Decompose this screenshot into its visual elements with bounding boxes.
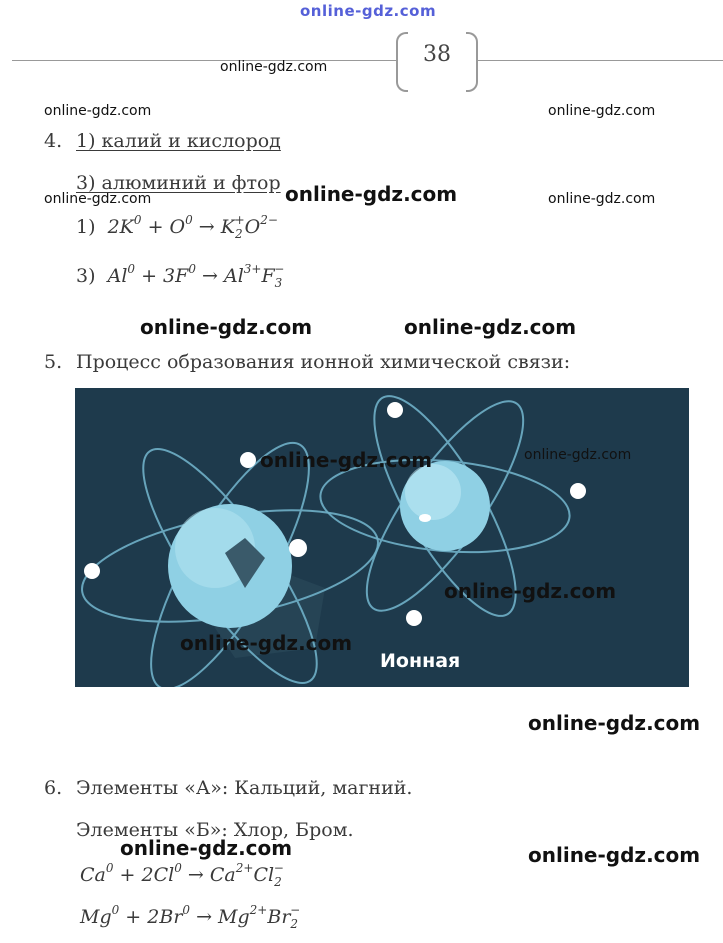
eq1-label: 1) xyxy=(76,216,96,238)
equation-ca: $Ca^0 + 2Cl^0 \to Ca^{2+}Cl_2^-$ xyxy=(80,861,284,889)
watermark: online-gdz.com xyxy=(285,182,458,206)
watermark: online-gdz.com xyxy=(524,447,632,463)
equation-3: 3) $Al^0 + 3F^0 \to Al^{3+}F_3^-$ xyxy=(76,262,285,290)
illustration-caption: Ионная xyxy=(380,650,461,672)
task4-item1: 1) калий и кислород xyxy=(76,130,281,152)
task6-line-a: Элементы «А»: Кальций, магний. xyxy=(76,777,413,799)
watermark: online-gdz.com xyxy=(120,836,293,860)
equation-1: 1) $2K^0 + O^0 \to K_2^+O^{2-}$ xyxy=(76,213,278,241)
eq3-label: 3) xyxy=(76,265,96,287)
watermark: online-gdz.com xyxy=(260,448,433,472)
watermark: online-gdz.com xyxy=(548,103,656,119)
header-rule-right xyxy=(478,60,723,61)
watermark: online-gdz.com xyxy=(44,191,152,207)
site-watermark-top: online-gdz.com xyxy=(300,2,437,20)
watermark: online-gdz.com xyxy=(528,711,701,735)
equation-mg: $Mg^0 + 2Br^0 \to Mg^{2+}Br_2^-$ xyxy=(80,903,301,931)
watermark: online-gdz.com xyxy=(528,843,701,867)
page-number: 38 xyxy=(423,42,451,67)
watermark: online-gdz.com xyxy=(220,59,328,75)
ionic-bond-illustration xyxy=(75,388,689,687)
task4-number: 4. xyxy=(44,130,63,152)
task5-number: 5. xyxy=(44,351,63,373)
task4-item3: 3) алюминий и фтор xyxy=(76,172,281,194)
watermark: online-gdz.com xyxy=(444,579,617,603)
task6-number: 6. xyxy=(44,777,63,799)
watermark: online-gdz.com xyxy=(180,631,353,655)
watermark: online-gdz.com xyxy=(548,191,656,207)
atoms-drawing xyxy=(75,388,689,687)
watermark: online-gdz.com xyxy=(140,315,313,339)
watermark: online-gdz.com xyxy=(44,103,152,119)
header-rule-left xyxy=(12,60,396,61)
page-number-box xyxy=(396,32,478,88)
task5-text: Процесс образования ионной химической связи: xyxy=(76,351,571,373)
watermark: online-gdz.com xyxy=(404,315,577,339)
task6-line-b: Элементы «Б»: Хлор, Бром. xyxy=(76,819,354,841)
